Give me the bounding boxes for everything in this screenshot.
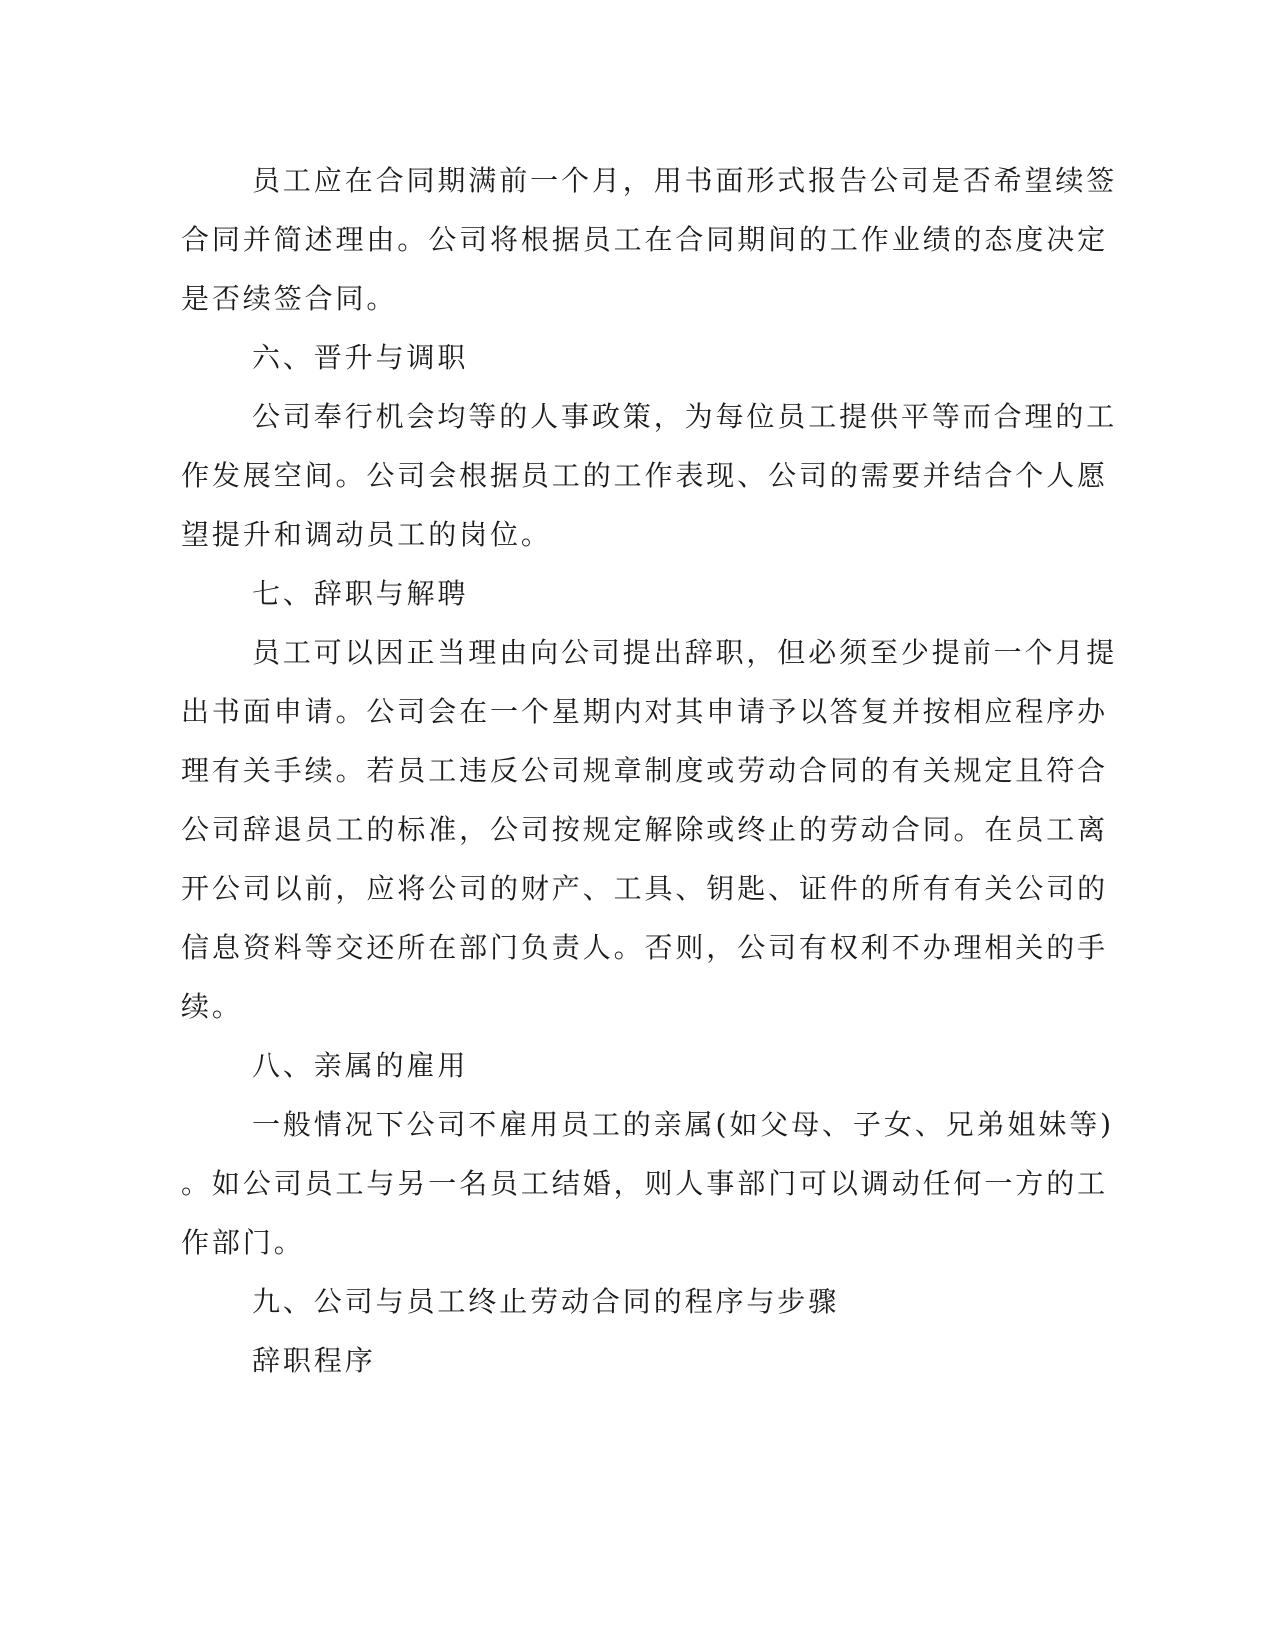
paragraph-line: 作部门。 <box>181 1226 305 1259</box>
paragraph-line: 公司奉行机会均等的人事政策，为每位员工提供平等而合理的工 <box>252 400 1118 433</box>
section-heading: 九、公司与员工终止劳动合同的程序与步骤 <box>252 1285 840 1318</box>
paragraph-line: 合同并简述理由。公司将根据员工在合同期间的工作业绩的态度决定 <box>181 223 1109 256</box>
paragraph-line: 员工可以因正当理由向公司提出辞职，但必须至少提前一个月提 <box>252 636 1118 669</box>
subsection-heading: 辞职程序 <box>252 1344 376 1377</box>
paragraph-line: 开公司以前，应将公司的财产、工具、钥匙、证件的所有有关公司的 <box>181 872 1109 905</box>
paragraph-line: 望提升和调动员工的岗位。 <box>181 518 552 551</box>
paragraph-line: 员工应在合同期满前一个月，用书面形式报告公司是否希望续签 <box>252 164 1118 197</box>
section-heading: 七、辞职与解聘 <box>252 577 469 610</box>
paragraph-line: 公司辞退员工的标准，公司按规定解除或终止的劳动合同。在员工离 <box>181 813 1109 846</box>
paragraph-line: 一般情况下公司不雇用员工的亲属(如父母、子女、兄弟姐妹等) <box>252 1108 1114 1141</box>
paragraph-line: 出书面申请。公司会在一个星期内对其申请予以答复并按相应程序办 <box>181 695 1109 728</box>
paragraph-line: 作发展空间。公司会根据员工的工作表现、公司的需要并结合个人愿 <box>181 459 1109 492</box>
paragraph-line: 理有关手续。若员工违反公司规章制度或劳动合同的有关规定且符合 <box>181 754 1109 787</box>
paragraph-line: 是否续签合同。 <box>181 282 398 315</box>
paragraph-line: 。如公司员工与另一名员工结婚，则人事部门可以调动任何一方的工 <box>181 1167 1109 1200</box>
section-heading: 八、亲属的雇用 <box>252 1049 469 1082</box>
paragraph-line: 信息资料等交还所在部门负责人。否则，公司有权利不办理相关的手 <box>181 931 1109 964</box>
section-heading: 六、晋升与调职 <box>252 341 469 374</box>
paragraph-line: 续。 <box>181 990 243 1023</box>
